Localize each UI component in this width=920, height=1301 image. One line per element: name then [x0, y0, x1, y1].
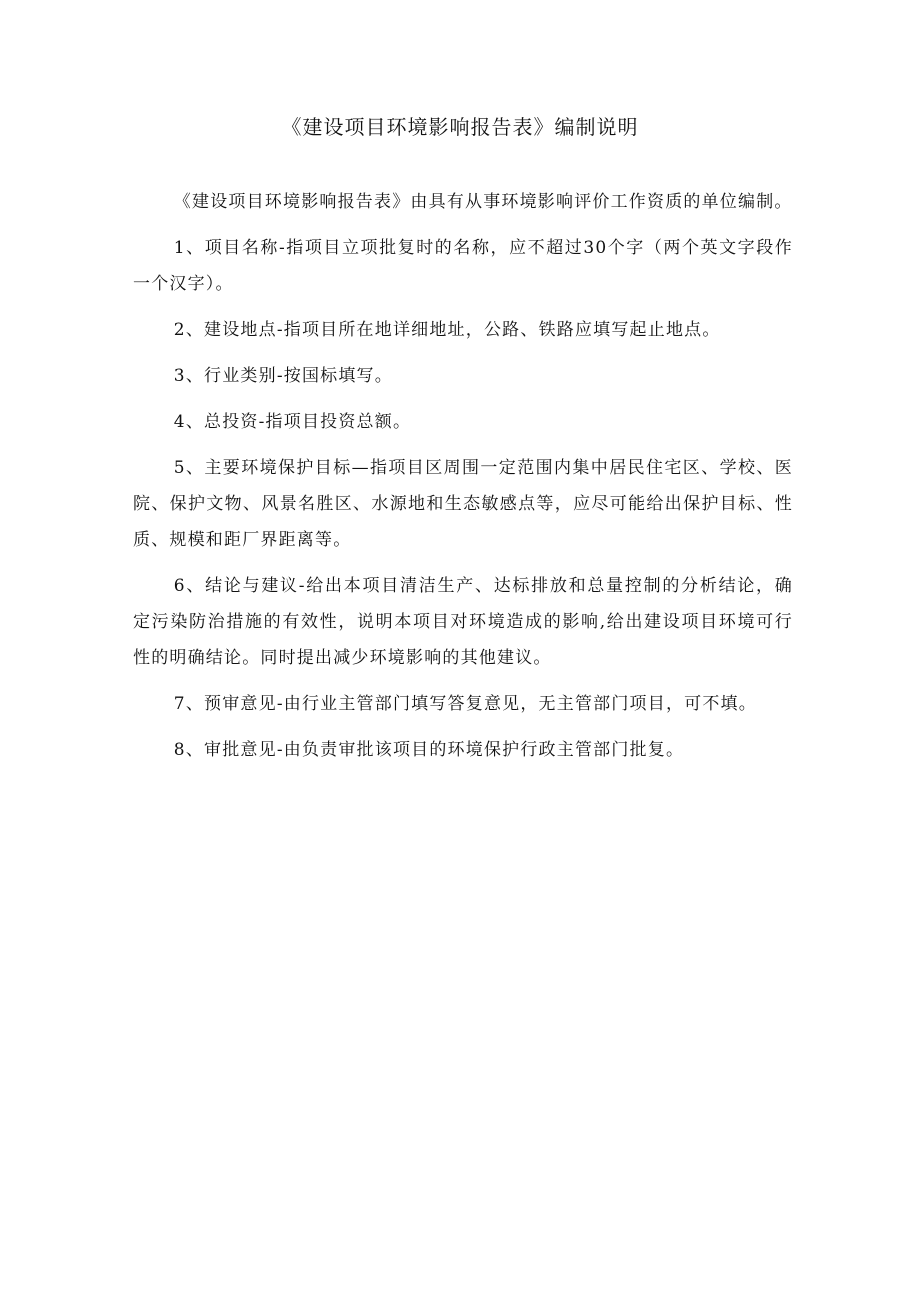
- item-industry-category: 3、行业类别-按国标填写。: [173, 366, 393, 386]
- item-preliminary-review: 7、预审意见-由行业主管部门填写答复意见，无主管部门项目，可不填。: [173, 694, 757, 714]
- item-project-name: 1、项目名称-指项目立项批复时的名称，应不超过30个字（两个英文字段作一个汉字）。: [133, 238, 793, 294]
- item-approval-opinion: 8、审批意见-由负责审批该项目的环境保护行政主管部门批复。: [173, 740, 685, 760]
- intro-paragraph: 《建设项目环境影响报告表》由具有从事环境影响评价工作资质的单位编制。: [173, 192, 793, 212]
- document-body: [133, 184, 793, 768]
- item-construction-site: 2、建设地点-指项目所在地详细地址，公路、铁路应填写起止地点。: [173, 320, 721, 340]
- document-title: 《建设项目环境影响报告表》编制说明: [281, 115, 639, 139]
- item-total-investment: 4、总投资-指项目投资总额。: [173, 412, 412, 432]
- item-conclusions: 6、结论与建议-给出本项目清洁生产、达标排放和总量控制的分析结论，确定污染防治措施的有效性，说明本项目对环境造成的影响,给出建设项目环境可行性的明确结论。同时提出减少环境影响的其他建议。: [133, 576, 793, 668]
- item-protection-targets: 5、主要环境保护目标—指项目区周围一定范围内集中居民住宅区、学校、医院、保护文物、风景名胜区、水源地和生态敏感点等，应尽可能给出保护目标、性质、规模和距厂界距离等。: [133, 458, 793, 550]
